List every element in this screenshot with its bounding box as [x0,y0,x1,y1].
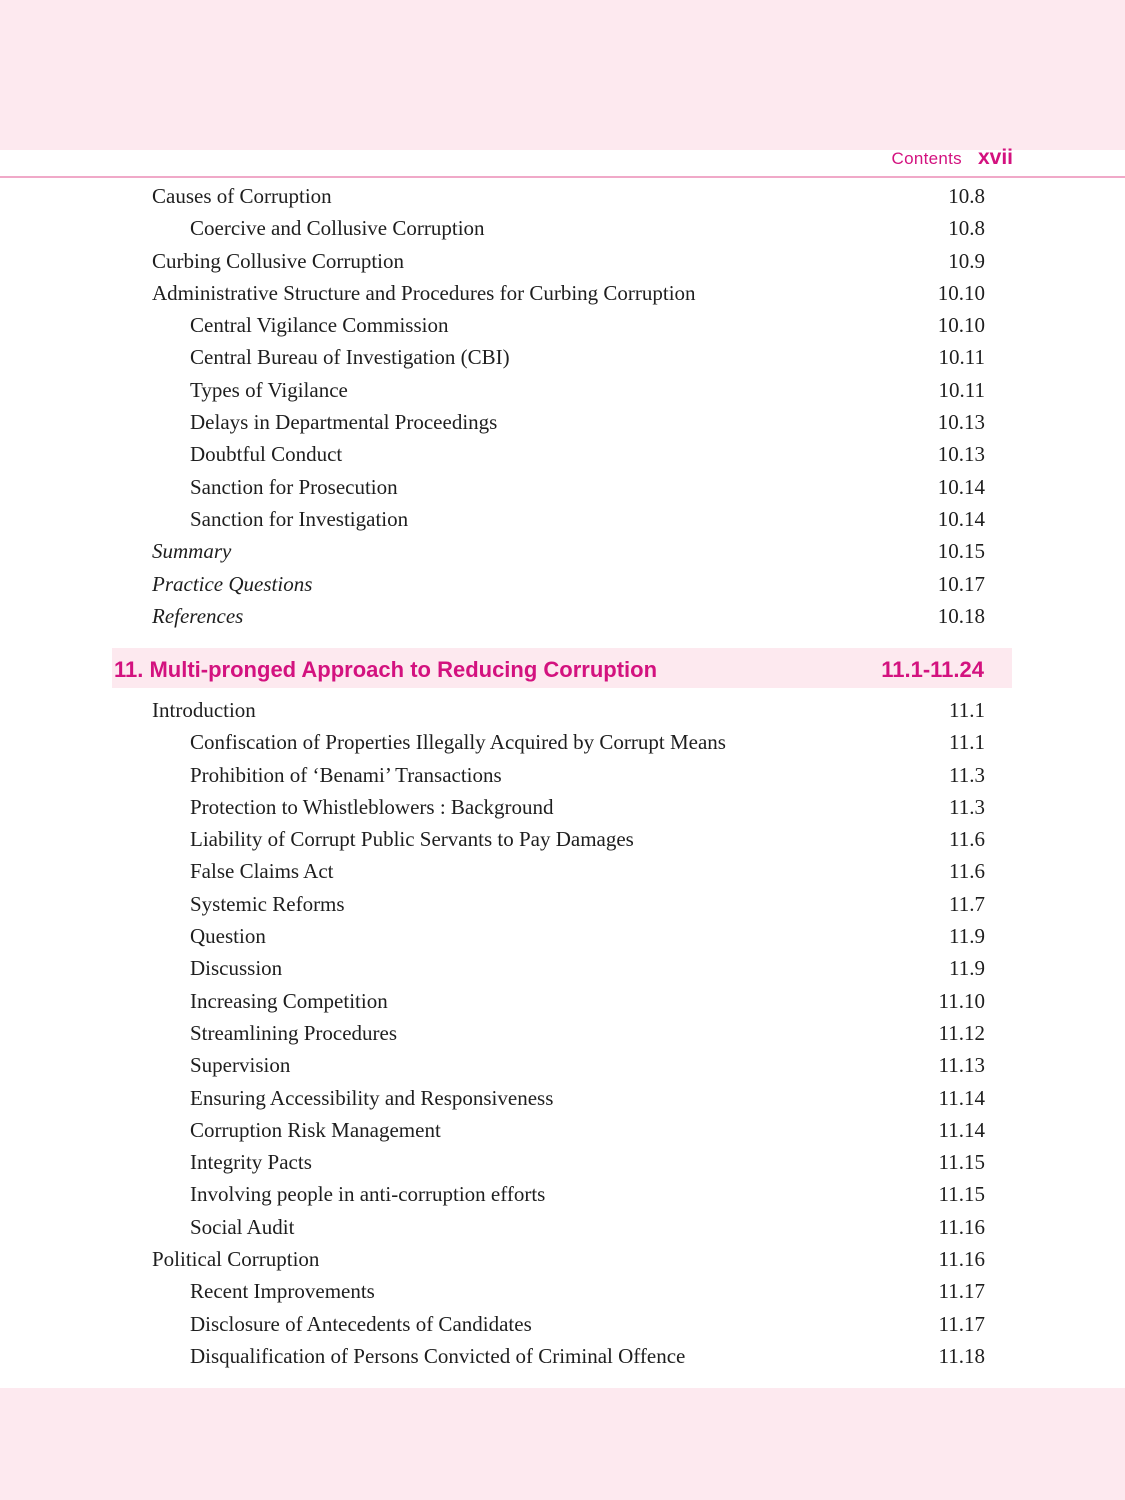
toc-entry[interactable] [0,1049,1125,1081]
chapter-heading[interactable] [112,648,1012,688]
toc-entry-page: 10.18 [937,603,985,628]
toc-entry-page: 11.18 [938,1343,985,1368]
toc-entry[interactable] [0,535,1125,567]
toc-entry-title: Central Vigilance Commission [190,313,449,338]
toc-entry-title: Administrative Structure and Procedures for Curbing Corruption [152,280,696,305]
toc-entry-page: 11.13 [938,1053,985,1078]
toc-entry-title: Disqualification of Persons Convicted of Criminal Offence [190,1343,686,1368]
toc-entry[interactable] [0,406,1125,438]
top-margin-band [0,0,1125,150]
running-head-label: Contents [891,149,962,168]
toc-entry-title: Disclosure of Antecedents of Candidates [190,1311,532,1336]
header-rule [0,176,1125,178]
toc-entry[interactable] [0,309,1125,341]
toc-entry[interactable] [0,855,1125,887]
toc-entry[interactable] [0,568,1125,600]
toc-entry-title: Social Audit [190,1214,295,1239]
toc-entry[interactable] [0,374,1125,406]
toc-entry-page: 10.13 [937,442,985,467]
toc-entry-page: 11.6 [949,859,985,884]
toc-entry-page: 10.8 [948,184,985,208]
toc-entry-title: Streamlining Procedures [190,1020,398,1045]
toc-entry-page: 11.17 [938,1279,985,1304]
bottom-margin-band [0,1388,1125,1500]
toc-entry[interactable] [0,341,1125,373]
toc-entry-page: 11.15 [938,1182,985,1207]
toc-entry-title: Involving people in anti-corruption efforts [190,1182,546,1207]
toc-entry[interactable] [0,503,1125,535]
toc-entry-page: 10.13 [937,410,985,435]
toc-entry-title: Political Corruption [152,1247,320,1272]
toc-entry-title: Sanction for Prosecution [190,474,398,499]
toc-entry[interactable] [0,1275,1125,1307]
toc-entry[interactable] [0,694,1125,726]
toc-entry-page: 10.14 [937,474,985,499]
toc-entry-page: 11.1 [949,698,985,722]
toc-entry-title: Protection to Whistleblowers : Background [190,794,554,819]
toc-entry-title: Delays in Departmental Proceedings [190,410,498,435]
toc-entry[interactable] [0,1308,1125,1340]
toc-entry[interactable] [0,1211,1125,1243]
toc-entry[interactable] [0,726,1125,758]
toc-entry[interactable] [0,1243,1125,1275]
toc-entry-title: Types of Vigilance [190,377,348,402]
toc-entry-page: 10.10 [937,313,985,338]
toc-entry-title: Ensuring Accessibility and Responsiveness [190,1085,554,1110]
toc-entry[interactable] [0,471,1125,503]
toc-entry-page: 11.17 [938,1311,985,1336]
page-number: xvii [977,146,1013,169]
toc-entry[interactable] [0,277,1125,309]
toc-entry[interactable] [0,1082,1125,1114]
toc-entry[interactable] [0,438,1125,470]
toc-entry[interactable] [0,1340,1125,1372]
toc-entry-page: 11.10 [938,988,985,1013]
toc-entry-page: 11.16 [938,1214,985,1239]
toc-entry-page: 11.7 [949,891,985,916]
toc-entry-title: Coercive and Collusive Corruption [190,216,485,241]
toc-entry-title: Systemic Reforms [190,891,345,916]
toc-entry[interactable] [0,600,1125,632]
toc-entry-page: 11.14 [938,1117,985,1142]
toc-entry-page: 10.14 [937,506,985,531]
toc-entry[interactable] [0,212,1125,244]
toc-entry-title: Prohibition of ‘Benami’ Transactions [190,762,502,787]
toc-entry-title: Practice Questions [152,571,313,596]
toc-section-chapter-11 [0,694,1125,1372]
toc-entry-title: Introduction [152,698,256,722]
toc-entry[interactable] [0,1114,1125,1146]
toc-entry-page: 11.15 [938,1150,985,1175]
toc-entry-page: 11.9 [949,924,985,949]
toc-entry-title: Central Bureau of Investigation (CBI) [190,345,510,370]
toc-entry-title: Question [190,924,266,949]
toc-entry-title: Corruption Risk Management [190,1117,441,1142]
toc-entry-page: 11.12 [938,1020,985,1045]
toc-section-chapter-10 [0,180,1125,632]
toc-entry-page: 11.1 [949,730,985,755]
toc-entry[interactable] [0,245,1125,277]
toc-entry[interactable] [0,1017,1125,1049]
toc-entry-title: Summary [152,539,232,564]
toc-entry-title: Doubtful Conduct [190,442,343,467]
toc-entry-page: 11.14 [938,1085,985,1110]
toc-entry[interactable] [0,952,1125,984]
toc-entry[interactable] [0,1146,1125,1178]
toc-entry[interactable] [0,1178,1125,1210]
toc-entry[interactable] [0,759,1125,791]
toc-entry-title: Causes of Corruption [152,184,332,208]
toc-entry[interactable] [0,920,1125,952]
toc-entry[interactable] [0,888,1125,920]
toc-entry-page: 10.15 [937,539,985,564]
toc-entry-title: Integrity Pacts [190,1150,312,1175]
toc-entry-page: 10.11 [938,377,985,402]
toc-entry[interactable] [0,823,1125,855]
toc-entry[interactable] [0,985,1125,1017]
toc-entry-page: 10.10 [937,280,985,305]
chapter-page-range: 11.1-11.24 [881,657,984,682]
toc-entry-page: 11.3 [949,762,985,787]
toc-entry-page: 10.17 [937,571,985,596]
toc-entry[interactable] [0,791,1125,823]
toc-entry-title: Supervision [190,1053,291,1078]
toc-entry-title: References [152,603,244,628]
toc-entry-page: 10.8 [948,216,985,241]
toc-entry-page: 10.9 [948,248,985,273]
toc-entry-title: Discussion [190,956,283,981]
toc-entry-page: 10.11 [938,345,985,370]
toc-entry-title: Liability of Corrupt Public Servants to Pay Damages [190,827,634,852]
toc-entry-title: False Claims Act [190,859,334,884]
toc-entry[interactable] [0,180,1125,212]
toc-entry-title: Sanction for Investigation [190,506,409,531]
toc-entry-page: 11.9 [949,956,985,981]
toc-entry-title: Confiscation of Properties Illegally Acquired by Corrupt Means [190,730,726,755]
toc-entry-page: 11.16 [938,1247,985,1272]
toc-entry-title: Recent Improvements [190,1279,375,1304]
toc-entry-title: Curbing Collusive Corruption [152,248,404,273]
toc-entry-title: Increasing Competition [190,988,388,1013]
chapter-title: 11. Multi-pronged Approach to Reducing Corruption [114,657,658,682]
running-head [892,146,1013,170]
toc-entry-page: 11.3 [949,794,985,819]
toc-entry-page: 11.6 [949,827,985,852]
